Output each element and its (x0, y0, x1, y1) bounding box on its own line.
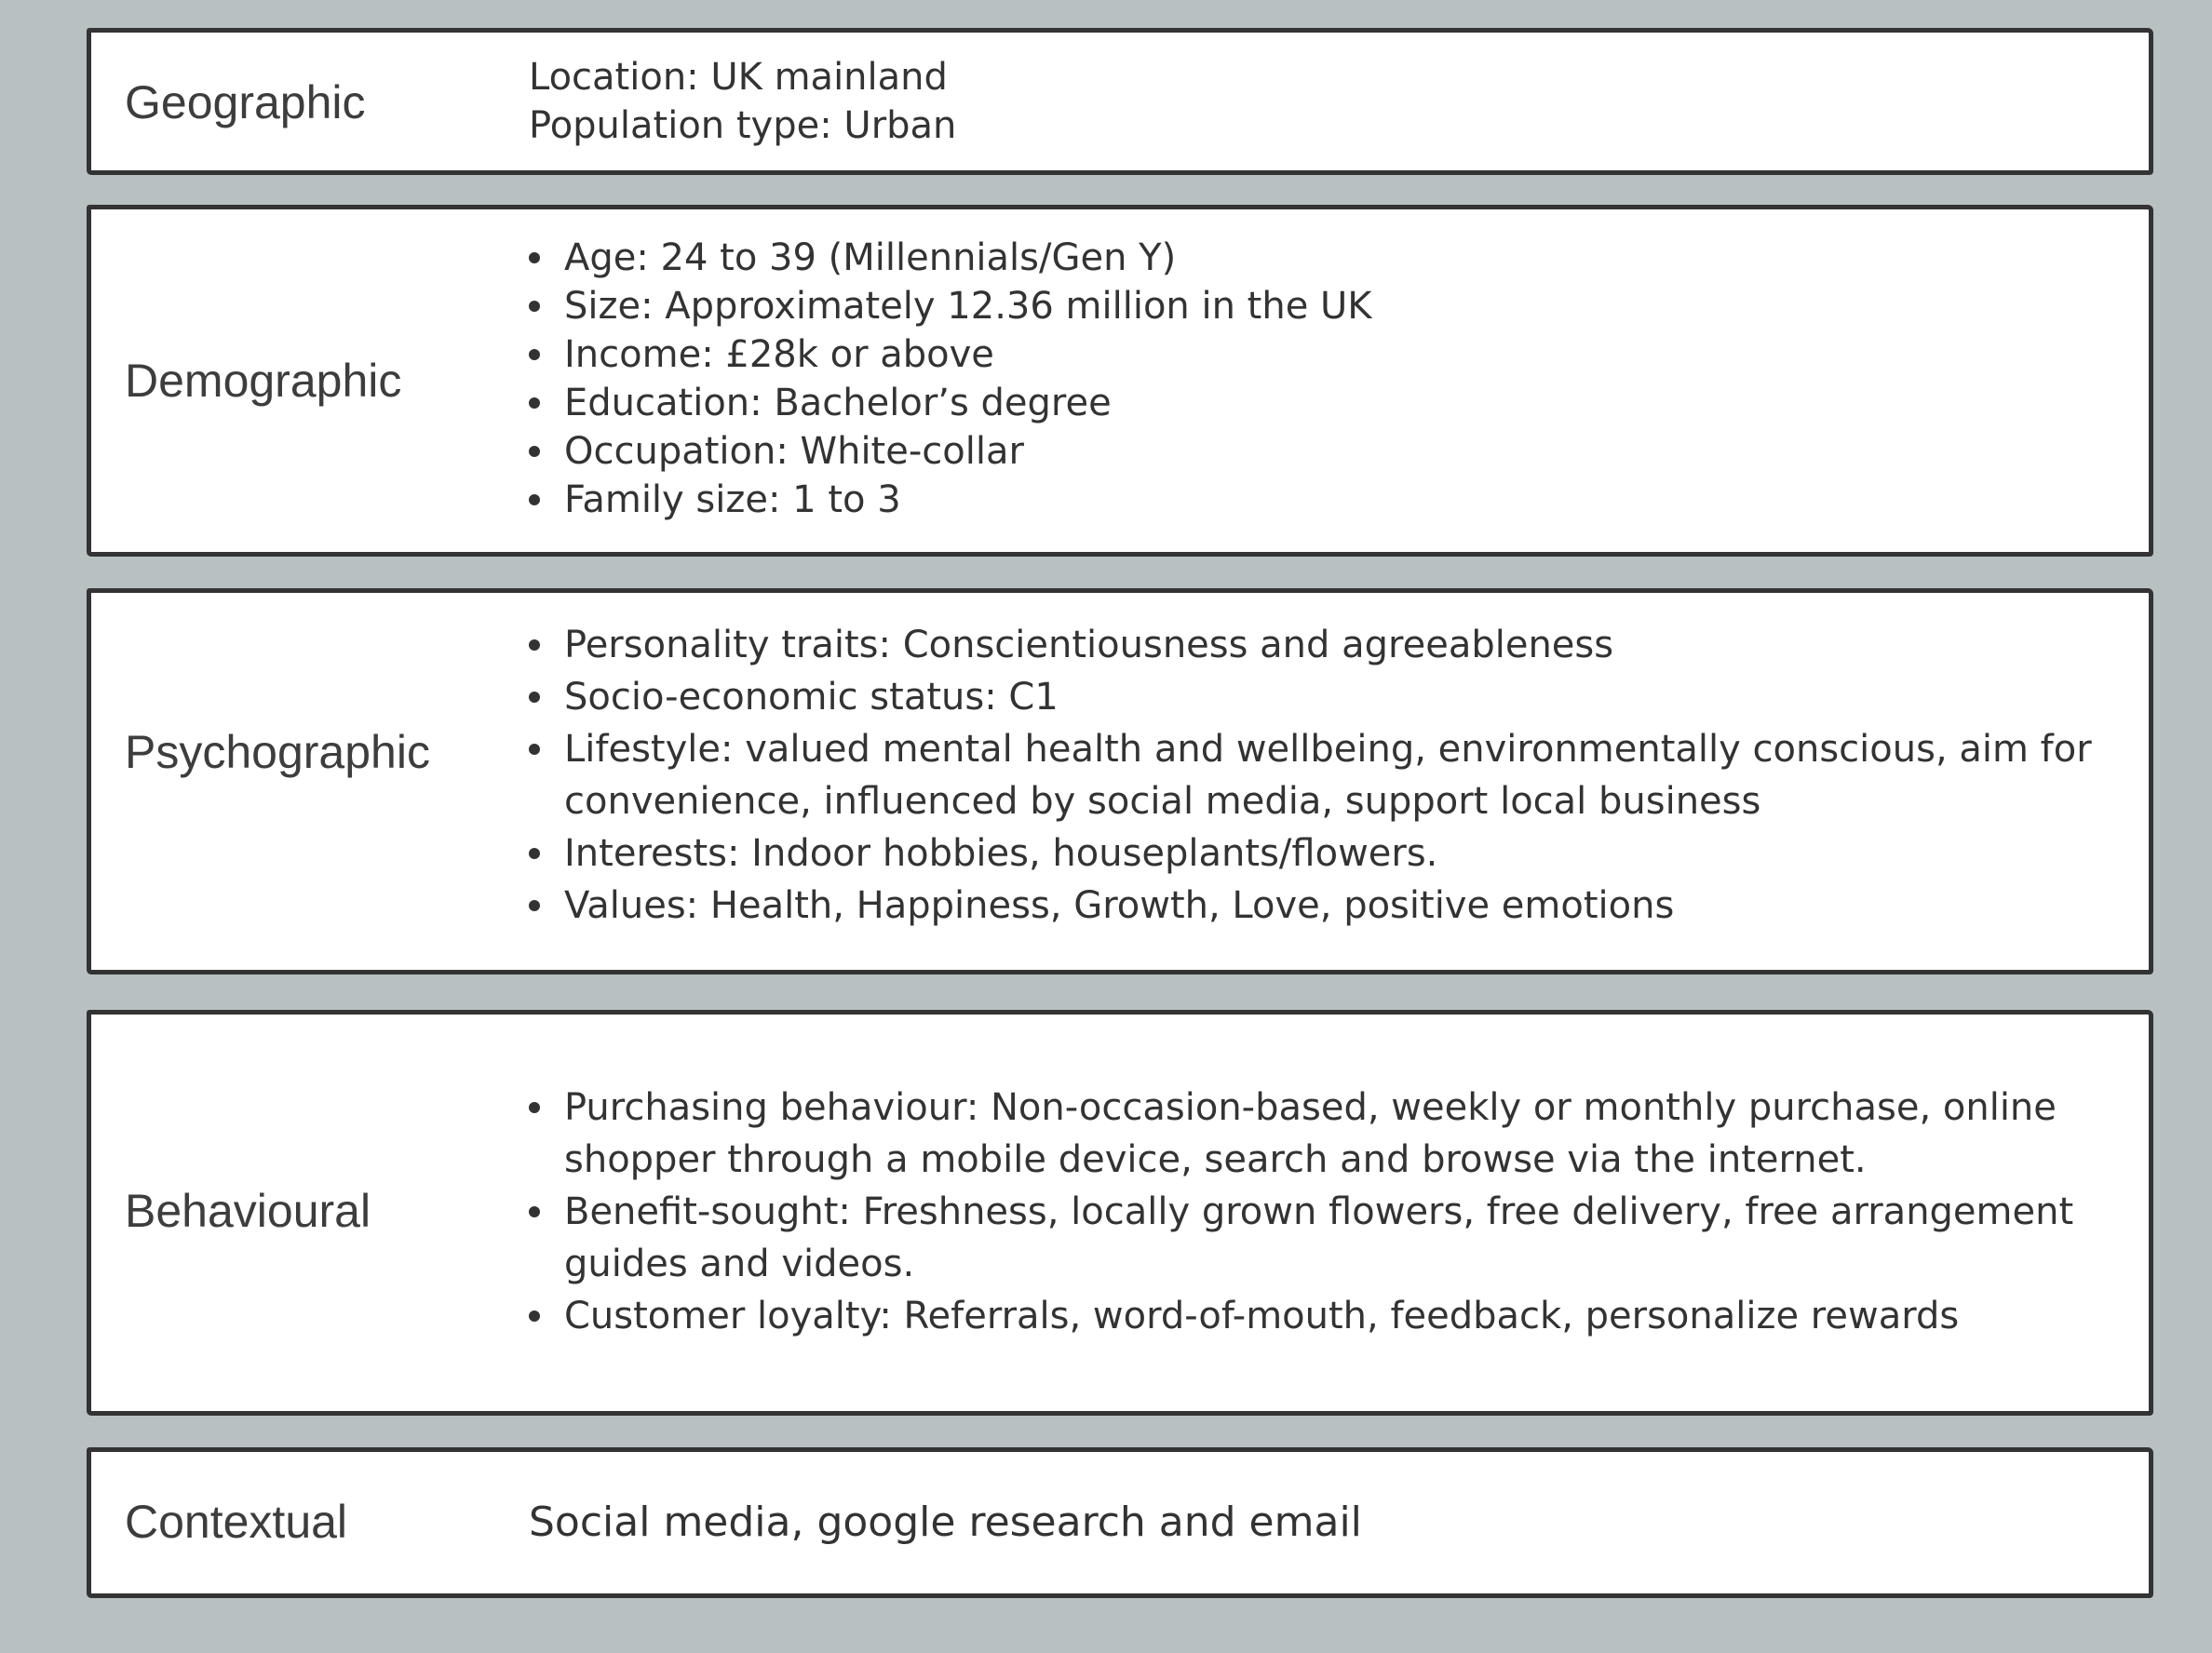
psychographic-panel (87, 588, 2153, 974)
list-item-text: Education: Bachelor’s degree (564, 382, 1112, 424)
list-item (564, 880, 2093, 932)
list-item (564, 379, 2093, 427)
list-item (564, 619, 2093, 671)
contextual-content (529, 1498, 2093, 1547)
list-item (564, 1290, 2093, 1342)
list-item-text: Family size: 1 to 3 (564, 478, 901, 521)
behavioural-list (529, 1082, 2093, 1342)
contextual-text: Social media, google research and email (529, 1498, 1362, 1546)
demographic-content (529, 234, 2093, 524)
list-item (564, 282, 2093, 330)
list-item (564, 234, 2093, 282)
list-item (564, 1186, 2093, 1290)
list-item-text: Lifestyle: valued mental health and wellbeing, environmentally conscious, aim for convenience, influenced by social media, support local business (564, 728, 2092, 823)
list-item-text: Size: Approximately 12.36 million in the UK (564, 285, 1372, 328)
behavioural-label: Behavioural (125, 1185, 371, 1237)
list-item-text: Interests: Indoor hobbies, houseplants/flowers. (564, 832, 1438, 875)
list-item-text: Values: Health, Happiness, Growth, Love, positive emotions (564, 884, 1675, 927)
list-item-text: Age: 24 to 39 (Millennials/Gen Y) (564, 236, 1177, 279)
demographic-label: Demographic (125, 355, 402, 407)
geographic-panel (87, 28, 2153, 175)
list-item-text: Occupation: White-collar (564, 430, 1024, 473)
list-item (564, 476, 2093, 524)
list-item-text: Personality traits: Conscientiousness and agreeableness (564, 624, 1614, 666)
demographic-panel (87, 205, 2153, 557)
contextual-label: Contextual (125, 1496, 348, 1548)
geographic-line: Population type: Urban (529, 104, 957, 147)
list-item (564, 1082, 2093, 1186)
list-item (564, 827, 2093, 880)
list-item (564, 723, 2093, 827)
demographic-list (529, 234, 2093, 524)
list-item (564, 671, 2093, 723)
behavioural-content (529, 1082, 2093, 1342)
psychographic-list (529, 619, 2093, 932)
list-item-text: Benefit-sought: Freshness, locally grown flowers, free delivery, free arrangement guides and videos. (564, 1190, 2074, 1285)
psychographic-label: Psychographic (125, 726, 430, 778)
contextual-panel (87, 1447, 2153, 1598)
geographic-line: Location: UK mainland (529, 56, 948, 99)
behavioural-panel (87, 1010, 2153, 1416)
psychographic-content (529, 619, 2093, 932)
list-item (564, 427, 2093, 476)
geographic-label: Geographic (125, 76, 366, 128)
list-item-text: Socio-economic status: C1 (564, 676, 1059, 719)
list-item-text: Purchasing behaviour: Non-occasion-based, weekly or monthly purchase, online shopper through a mobile device, search and browse via the internet. (564, 1086, 2057, 1181)
geographic-content (529, 53, 2093, 150)
list-item-text: Customer loyalty: Referrals, word-of-mouth, feedback, personalize rewards (564, 1295, 1960, 1337)
list-item-text: Income: £28k or above (564, 333, 994, 376)
list-item (564, 330, 2093, 379)
